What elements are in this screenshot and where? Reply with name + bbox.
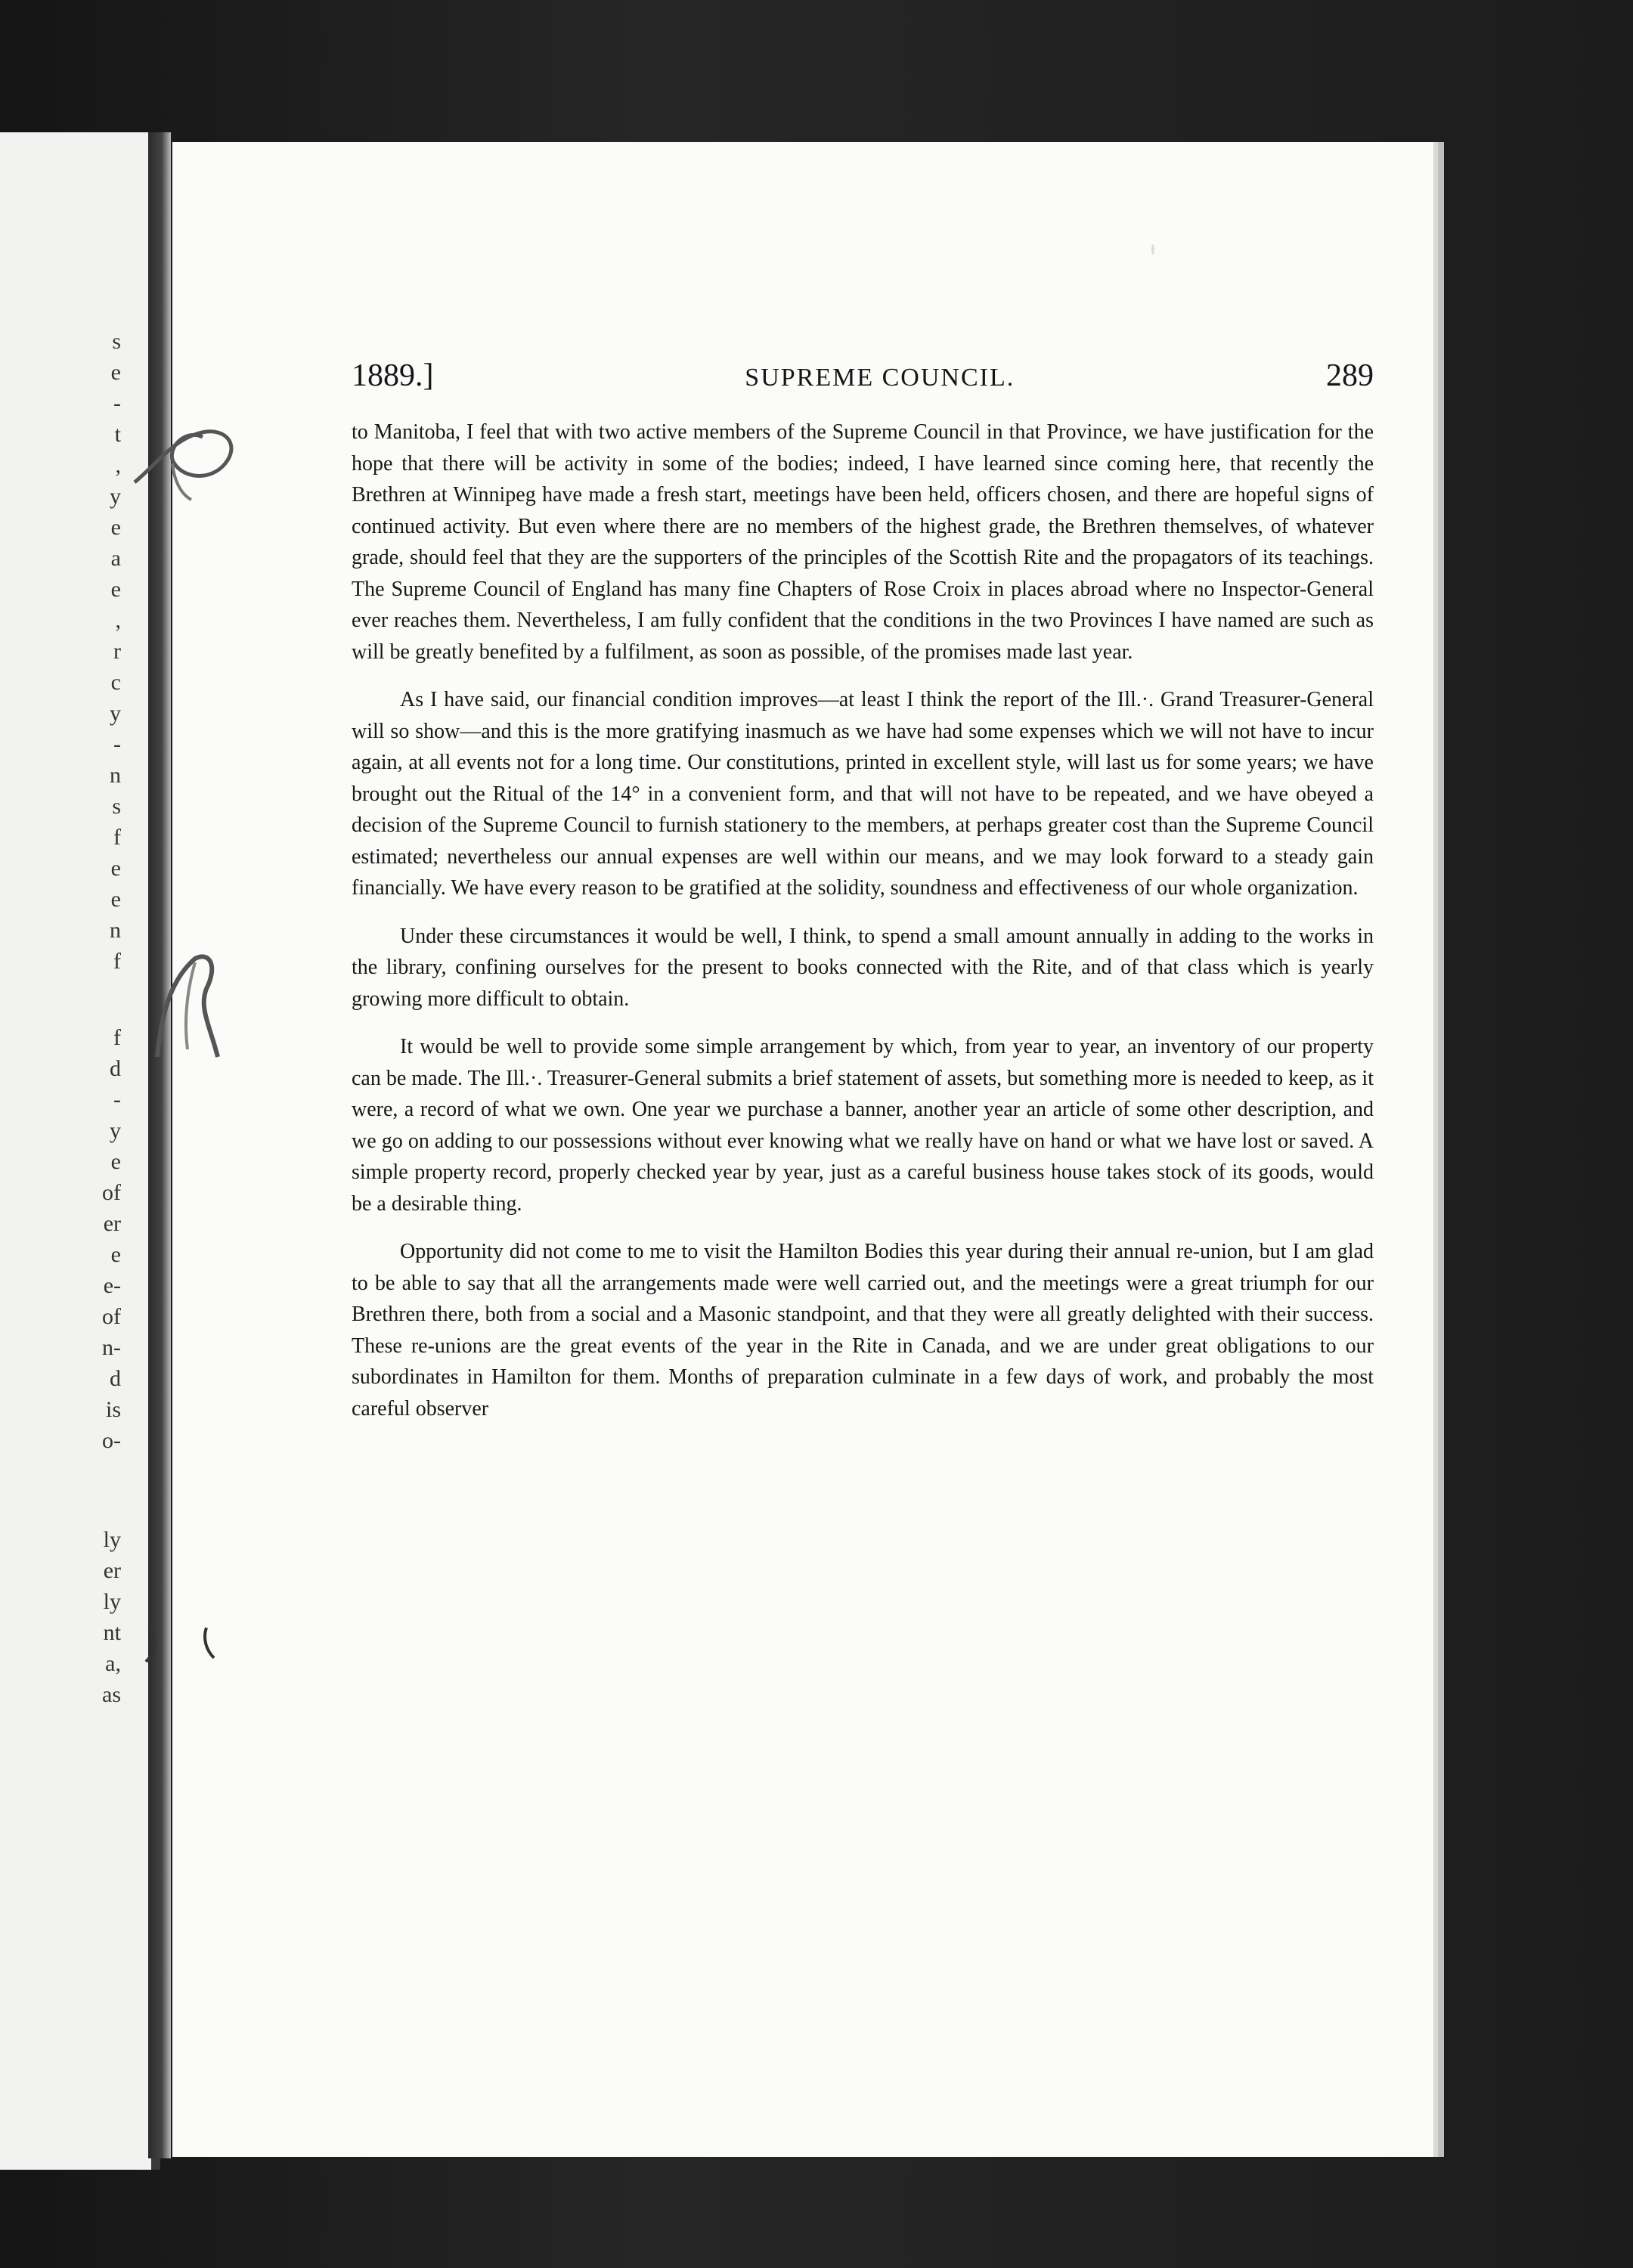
facing-page-fragment: - xyxy=(113,1087,121,1112)
facing-page-fragment: t xyxy=(114,422,121,447)
facing-page-fragment: e xyxy=(110,1242,121,1267)
running-head-title: SUPREME COUNCIL. xyxy=(745,364,1015,392)
facing-page-fragment: , xyxy=(115,608,121,633)
facing-page-fragment: n xyxy=(110,763,121,788)
facing-page-fragment: n- xyxy=(102,1335,121,1360)
facing-page-fragment: s xyxy=(112,794,121,819)
facing-page-fragment: n xyxy=(110,918,121,943)
facing-page-fragment: as xyxy=(102,1682,121,1707)
facing-page-fragment: ly xyxy=(103,1527,121,1552)
book-page xyxy=(172,142,1433,2157)
facing-page-fragment: s xyxy=(112,329,121,354)
thread-mark xyxy=(127,411,263,509)
facing-page-fragment: d xyxy=(110,1056,121,1081)
facing-page-fragment: r xyxy=(113,639,121,664)
facing-page-fragment: ly xyxy=(103,1589,121,1614)
running-head xyxy=(352,358,1374,403)
facing-page-fragment: e xyxy=(110,856,121,881)
facing-page-fragment: of xyxy=(102,1304,121,1329)
facing-page-fragment: y xyxy=(110,1118,121,1143)
facing-page-fragment: , xyxy=(115,453,121,478)
facing-page-fragment: nt xyxy=(103,1620,121,1645)
facing-page-fragment: - xyxy=(113,391,121,416)
facing-page-fragment: er xyxy=(103,1211,121,1236)
facing-page-fragment: a, xyxy=(105,1651,121,1676)
facing-page-fragment: d xyxy=(110,1366,121,1391)
facing-page-fragment: is xyxy=(105,1397,121,1422)
facing-page-fragment: e xyxy=(110,515,121,540)
thread-mark xyxy=(142,1620,233,1665)
facing-page-fragment: e xyxy=(110,1149,121,1174)
facing-page-fragment: a xyxy=(110,546,121,571)
paragraph: It would be well to provide some simple arrangement by which, from year to year, an inventory of our property can be made. The Ill.·. Treasurer-General submits a brief statement of assets, but something more is needed to keep, as it were, a record of what we own. One year we purchase a banner, another year an article of some other description, and we go on adding to our possessions without ever knowing what we really have on hand or what we have lost or saved. A simple property record, properly checked year by year, just as a careful business house takes stock of its goods, would be a desirable thing. xyxy=(352,1035,1374,1216)
running-head-year: 1889.] xyxy=(352,358,434,393)
paragraph: to Manitoba, I feel that with two active members of the Supreme Council in that Province, we have justification for the hope that there will be activity in some of the bodies; indeed, I have learned since coming here, that recently the Brethren at Winnipeg have made a fresh start, meetings have been held, officers chosen, and there are hopeful signs of continued activity. But even where there are no members of the highest grade, the Brethren themselves, of whatever grade, should feel that they are the supporters of the principles of the Scottish Rite and the propagators of its teachings. The Supreme Council of England has many fine Chapters of Rose Croix in places abroad where no Inspector-General ever reaches them. Nevertheless, I am fully confident that the conditions in the two Provinces I have named are such as will be greatly benefited by a fulfilment, as soon as possible, of the promises made last year. xyxy=(352,420,1374,664)
page-number: 289 xyxy=(1326,358,1374,393)
facing-page-fragment: f xyxy=(113,1025,121,1050)
facing-page-fragment: e xyxy=(110,577,121,602)
page-speck xyxy=(1151,244,1154,255)
facing-page-fragment: f xyxy=(113,825,121,850)
body-text xyxy=(352,417,1374,1424)
facing-page-fragment: e xyxy=(110,887,121,912)
facing-page-fragment: e xyxy=(110,360,121,385)
facing-page-fragment: of xyxy=(102,1180,121,1205)
facing-page-fragment: y xyxy=(110,701,121,726)
facing-page-fragment: y xyxy=(110,484,121,509)
facing-page-fragment: c xyxy=(110,670,121,695)
page-content xyxy=(352,358,1374,1441)
paragraph: Under these circumstances it would be well, I think, to spend a small amount annually in adding to the works in the library, confining ourselves for the present to books connected with the Rite, and of that class which is yearly growing more difficult to obtain. xyxy=(352,924,1374,1011)
facing-page-fragment: er xyxy=(103,1558,121,1583)
facing-page-fragment: - xyxy=(113,732,121,757)
thread-mark xyxy=(142,943,248,1064)
facing-page-fragment: e- xyxy=(103,1273,121,1298)
paragraph: Opportunity did not come to me to visit the Hamilton Bodies this year during their annual re-union, but I am glad to be able to say that all the arrangements made were well carried out, and the meetings were a great triumph for our Brethren there, both from a social and a Masonic standpoint, and that they were all greatly delighted with their success. These re-unions are the great events of the year in the Rite in Canada, and we are under great obligations to our subordinates in Hamilton for them. Months of preparation culminate in a few days of work, and probably the most careful observer xyxy=(352,1240,1374,1421)
facing-page-fragment: o- xyxy=(102,1428,121,1453)
facing-page-fragment: f xyxy=(113,949,121,974)
paragraph: As I have said, our financial condition improves—at least I think the report of the Ill.·. Grand Treasurer-General will so show—and this is the more gratifying inasmuch as we have had some expenses which we will not have to incur again, at all events not for a long time. Our constitutions, printed in excellent style, will last us for some years; we have brought out the Ritual of the 14° in a convenient form, and that will not have to be repeated, and we have obeyed a decision of the Supreme Council to furnish stationery to the members, at perhaps greater cost than the Supreme Council estimated; nevertheless our annual expenses are well within our means, and we may look forward to a steady gain financially. We have every reason to be gratified at the solidity, soundness and effectiveness of our whole organization. xyxy=(352,688,1374,900)
